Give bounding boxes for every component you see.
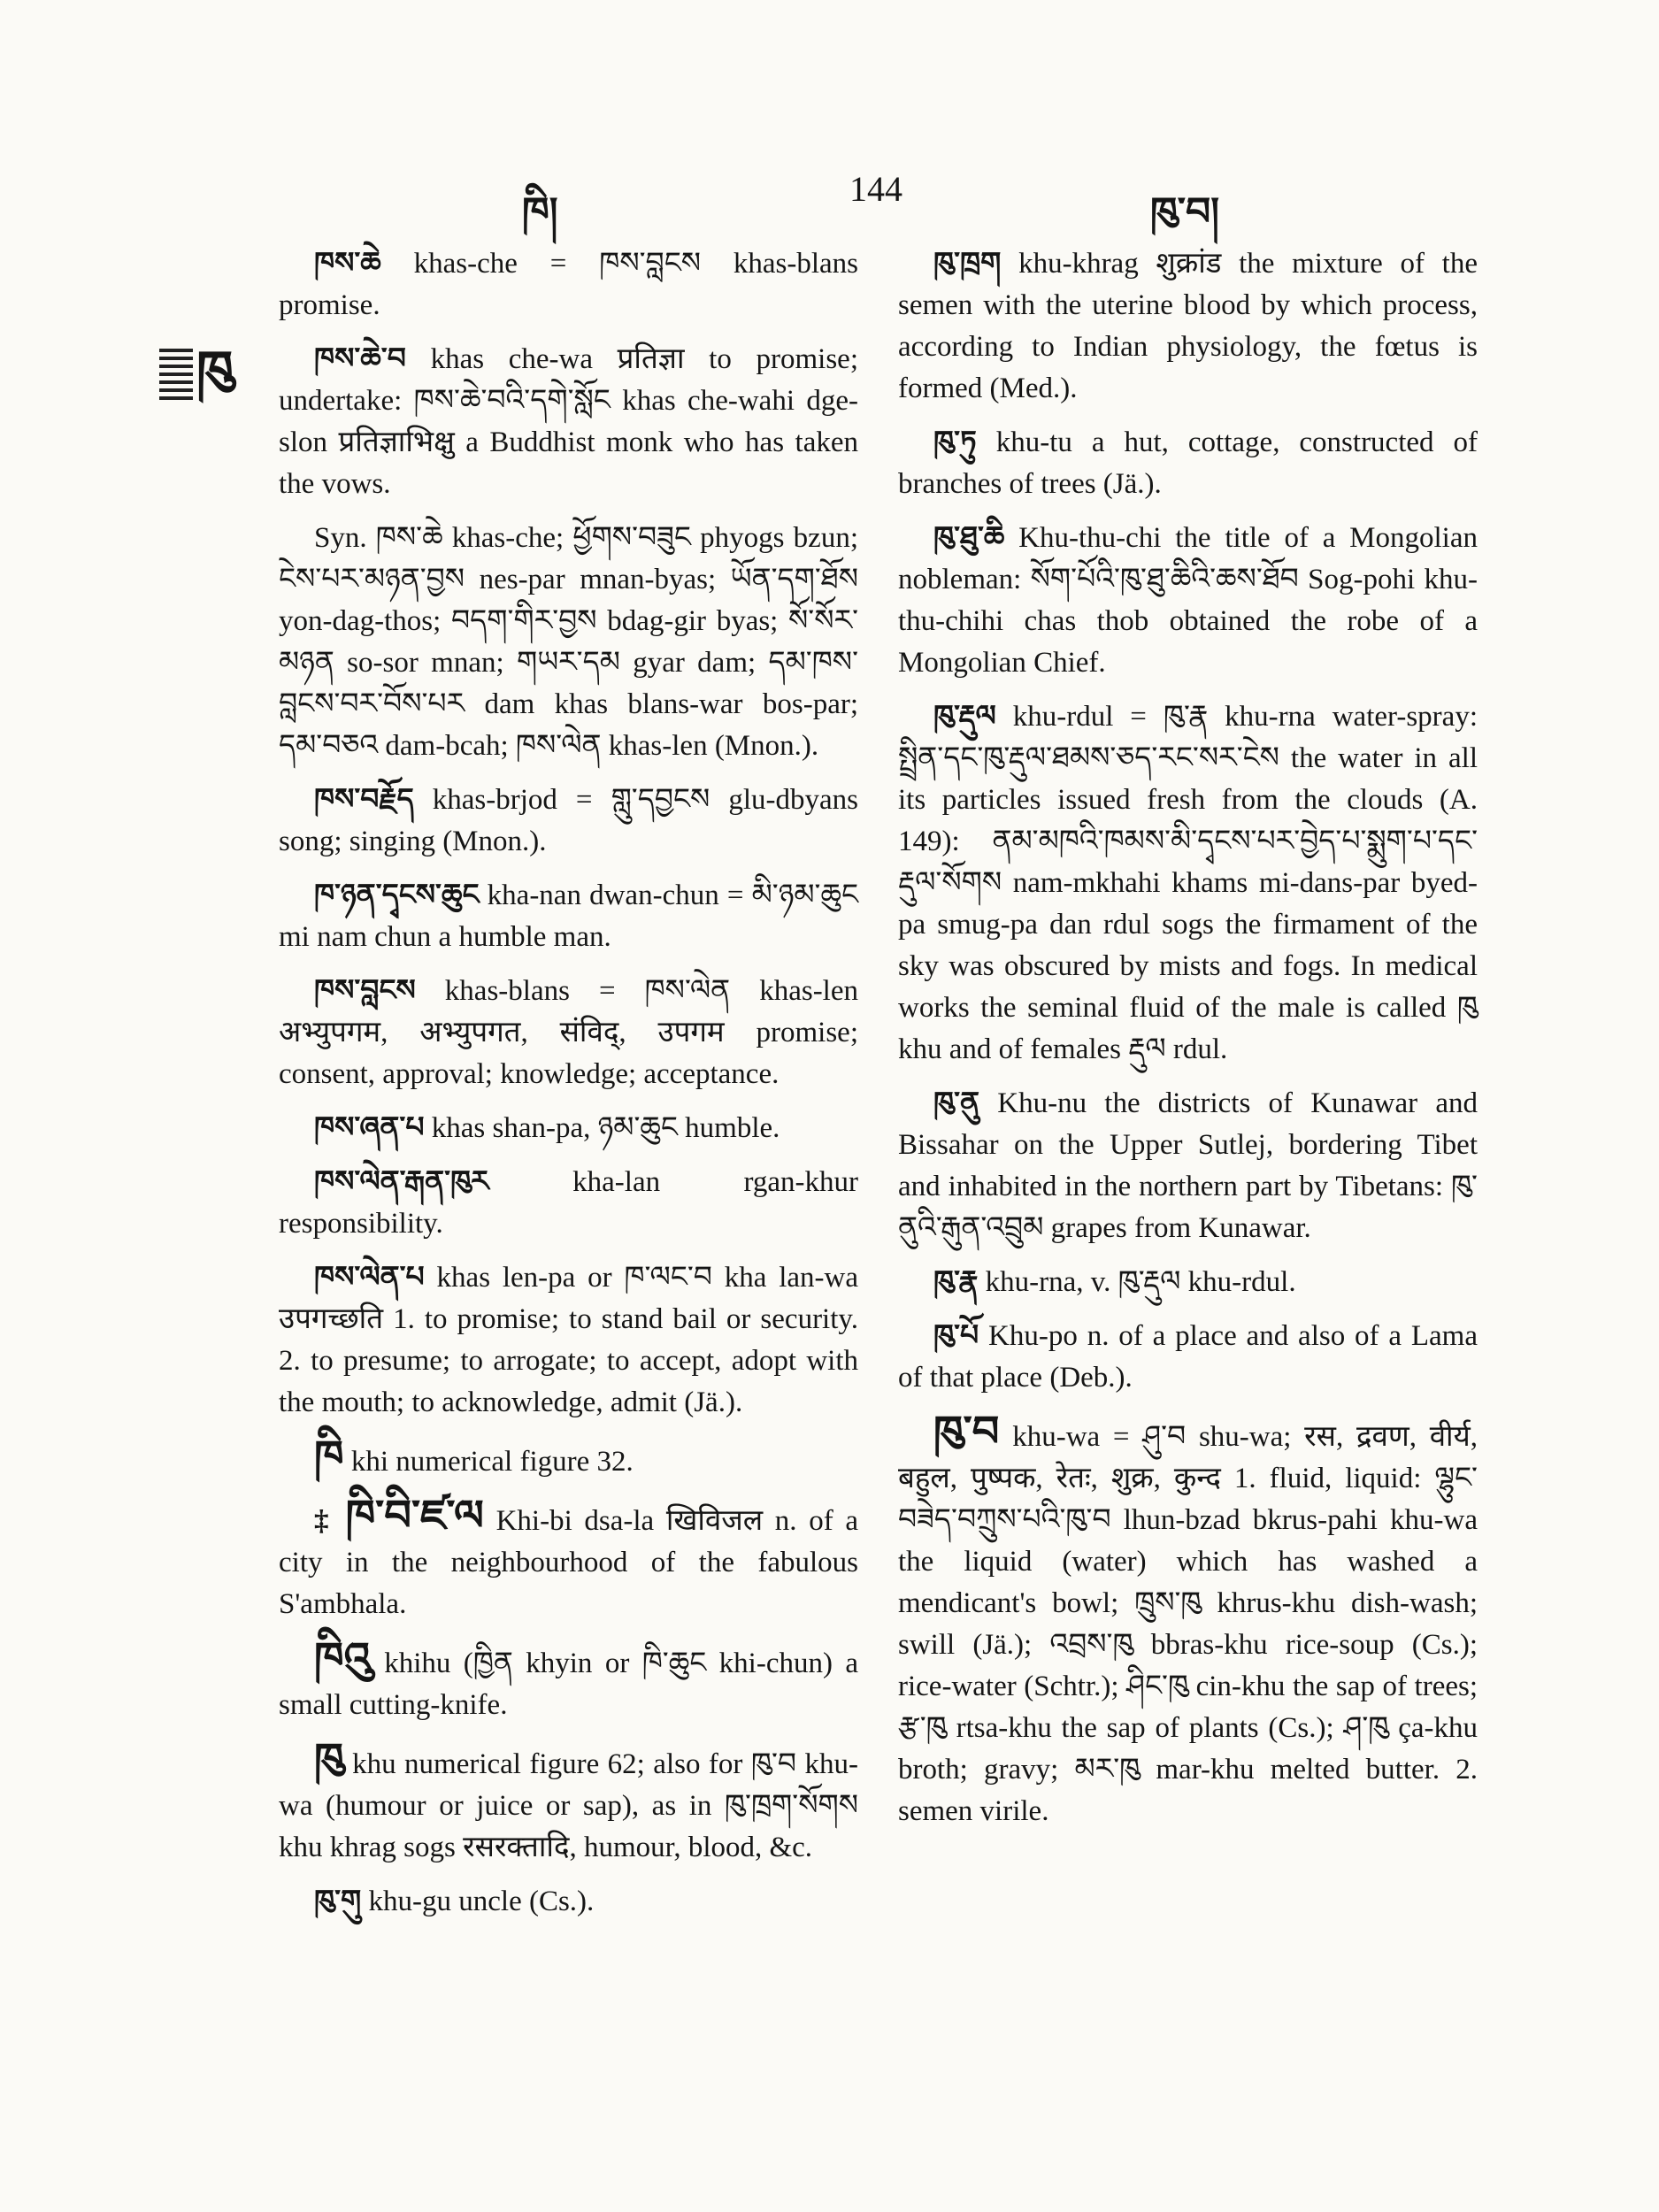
entry-text: khi numerical figure 32. (343, 1446, 634, 1478)
dictionary-entry (279, 1736, 858, 1869)
dictionary-entry (279, 875, 858, 958)
entry-headword: ཁུ་ནུ (933, 1087, 980, 1119)
entry-headword: ཁུ་ཐུ་ཆི (933, 522, 1005, 554)
dictionary-entry (898, 243, 1478, 410)
entry-headword: ཁུ་རྡུལ (933, 701, 996, 733)
entry-headword: Syn. (314, 522, 367, 554)
entry-headword: ཁས་བརྗོད (314, 784, 414, 816)
entry-headword: ཁུ་གུ (314, 1886, 362, 1917)
entry-headword: ཁི (314, 1433, 344, 1480)
entry-text: khas che-wa प्रतिज्ञा to promise; undertake: ཁས་ཆེ་བའི་དགེ་སློང khas che-wahi dge-slon प्रतिज्ञाभिक्षु a Buddhist monk who has taken the vows. (279, 343, 858, 500)
dictionary-entry (898, 1411, 1478, 1832)
entry-headword: ཁི་བི་ཛ་ལ (345, 1493, 484, 1540)
dictionary-entry (279, 1495, 858, 1625)
dictionary-entry (279, 339, 858, 505)
entry-text: Khu-nu the districts of Kunawar and Bissahar on the Upper Sutlej, bordering Tibet and inhabited in the northern part by Tibetans: ཁུ་ནུའི་རྒུན་འབྲུམ grapes from Kunawar. (898, 1087, 1478, 1244)
entry-headword: ཁུ་ཏུ (933, 426, 977, 458)
dictionary-entry (279, 971, 858, 1095)
entry-text: Khi-bi dsa-la खिविजल n. of a city in the neighbourhood of the fabulous S'ambhala. (279, 1505, 859, 1620)
dictionary-entry (279, 780, 858, 863)
margin-glyph: ཁུ (196, 342, 234, 400)
dictionary-entry (279, 1433, 858, 1483)
dictionary-entry (279, 518, 858, 767)
dictionary-entry (898, 696, 1478, 1071)
dictionary-entry (898, 1316, 1478, 1399)
entry-text: khu-wa = ཤུ་བ shu-wa; रस, द्रवण, वीर्य, बहुल, पुष्पक, रेतः, शुक्र, कुन्द 1. fluid, liquid: ལྷུང་བཟེད་བཀྲུས་པའི་ཁུ་བ lhun-bzad bkrus-pahi khu-wa the liquid (water) which has washed a mendicant's bowl; ཁྲུས་ཁུ khrus-khu dish-wash; swill (Jä.); འབྲས་ཁུ bbras-khu rice-soup (Cs.); rice-water (Schtr.); ཤིང་ཁུ cin-khu the sap of trees; རྩ་ཁུ rtsa-khu the sap of plants (Cs.); ཤ་ཁུ ça-khu broth; gravy; མར་ཁུ mar-khu melted butter. 2. semen virile. (898, 1421, 1478, 1827)
right-column (898, 243, 1478, 1845)
entry-headword: ཁས་ལེན་པ (314, 1262, 425, 1294)
right-running-head: ཁུ་བ། (1150, 190, 1220, 234)
entry-headword: ཁས་ཆེ (314, 248, 381, 280)
entry-text: khas-che = ཁས་བླངས khas-blans promise. (279, 248, 858, 321)
entry-text: ཁས་ཆེ khas-che; ཕྱོགས་བཟུང phyogs bzun; ངེས་པར་མཉན་བྱས nes-par mnan-byas; ཡོན་དག་ཐོས yon-dag-thos; བདག་གིར་བྱས bdag-gir byas; སོ་སོར་མཉན so-sor mnan; གཡར་དམ gyar dam; དམ་ཁས་བླངས་བར་བོས་པར dam khas blans-war bos-par; དམ་བཅའ dam-bcah; ཁས་ལེན khas-len (Mnon.). (279, 522, 858, 762)
left-running-head: ཁི། (522, 190, 558, 234)
entry-headword: ཁས་བླངས (314, 975, 416, 1007)
entry-text: khu-tu a hut, cottage, constructed of branches of trees (Jä.). (898, 426, 1478, 500)
entry-text: khas shan-pa, ཉམ་ཆུང humble. (424, 1112, 780, 1144)
entry-headword: ཁིའུ (314, 1635, 372, 1682)
page-header (0, 168, 1659, 234)
entry-text: khas-blans = ཁས་ལེན khas-len अभ्युपगम, अभ्युपगत, संविद्, उपगम promise; consent, approval; knowledge; acceptance. (279, 975, 858, 1090)
dictionary-entry (279, 1257, 858, 1424)
dictionary-entry (279, 1881, 858, 1923)
dictionary-entry (898, 422, 1478, 505)
dictionary-entry (279, 1162, 858, 1245)
entry-text: khu-khrag शुक्रांड the mixture of the semen with the uterine blood by which process, according to Indian physiology, the fœtus is formed (Med.). (898, 248, 1478, 404)
entry-headword: ཁུ་ཁྲག (933, 248, 1002, 280)
dictionary-entry (898, 518, 1478, 684)
entry-text: khas-brjod = གླུ་དབྱངས glu-dbyans song; singing (Mnon.). (279, 784, 858, 857)
entry-headword: ཁས་ཞན་པ (314, 1112, 425, 1144)
margin-section-mark (159, 342, 248, 407)
entry-text: khu numerical figure 62; also for ཁུ་བ khu-wa (humour or juice or sap), as in ཁུ་ཁྲག་སོགས khu khrag sogs रसरक्तादि, humour, blood, &c. (279, 1748, 858, 1863)
dictionary-entry (279, 1635, 858, 1726)
entry-text: khu-rdul = ཁུ་རྣ khu-rna water-spray: སྤྲིན་དང་ཁུ་རྡུལ་ཐམས་ཅད་རང་སར་ངེས the water in all its particles issued fresh from the clouds (A. 149): ནམ་མཁའི་ཁམས་མི་དྭངས་པར་བྱེད་པ་སྨུག་པ་དང་རྡུལ་སོགས nam-mkhahi khams mi-dans-par byed-pa smug-pa dan rdul sogs the firmament of the sky was obscured by mists and fogs. In medical works the seminal fluid of the male is called ཁུ khu and of females རྡུལ rdul. (898, 701, 1478, 1065)
entry-text: kha-lan rgan-khur responsibility. (279, 1166, 858, 1240)
dictionary-entry (279, 243, 858, 326)
entry-text: khu-rna, v. ཁུ་རྡུལ khu-rdul. (978, 1266, 1296, 1298)
entry-text: khu-gu uncle (Cs.). (361, 1886, 595, 1917)
entry-text: khihu (ཁྱིན khyin or ཁི་ཆུང khi-chun) a small cutting-knife. (279, 1647, 858, 1721)
page-number: 144 (849, 169, 902, 209)
entry-headword: ཁུ་རྣ (933, 1266, 979, 1298)
entry-headword: ཁ་ཉན་དྭངས་ཆུང (314, 879, 480, 911)
entry-text: Khu-po n. of a place and also of a Lama of that place (Deb.). (898, 1320, 1478, 1394)
entry-text: kha-nan dwan-chun = མི་ཉམ་ཆུང mi nam chun a humble man. (279, 879, 858, 953)
dictionary-entry (898, 1262, 1478, 1303)
left-column (279, 243, 858, 1935)
entry-text: Khu-thu-chi the title of a Mongolian nobleman: སོག་པོའི་ཁུ་ཐུ་ཆིའི་ཆས་ཐོབ Sog-pohi khu-thu-chihi chas thob obtained the robe of a Mongolian Chief. (898, 522, 1478, 679)
margin-lines-icon (159, 349, 193, 402)
entry-headword: ཁུ་བ (933, 1409, 1000, 1455)
entry-headword: ཁུ་པོ (933, 1320, 979, 1352)
entry-headword: ཁུ (314, 1736, 344, 1783)
entry-headword: ཁས་ཆེ་བ (314, 343, 406, 375)
dictionary-entry (898, 1083, 1478, 1249)
entry-headword: ཁས་ལེན་རྒན་ཁུར (314, 1166, 489, 1198)
dagger-icon: ‡ (314, 1505, 346, 1537)
entry-text: khas len-pa or ཁ་ལང་བ kha lan-wa उपगच्छति 1. to promise; to stand bail or security. 2. to presume; to arrogate; to accept, adopt with the mouth; to acknowledge, admit (Jä.). (279, 1262, 858, 1418)
dictionary-entry (279, 1108, 858, 1149)
